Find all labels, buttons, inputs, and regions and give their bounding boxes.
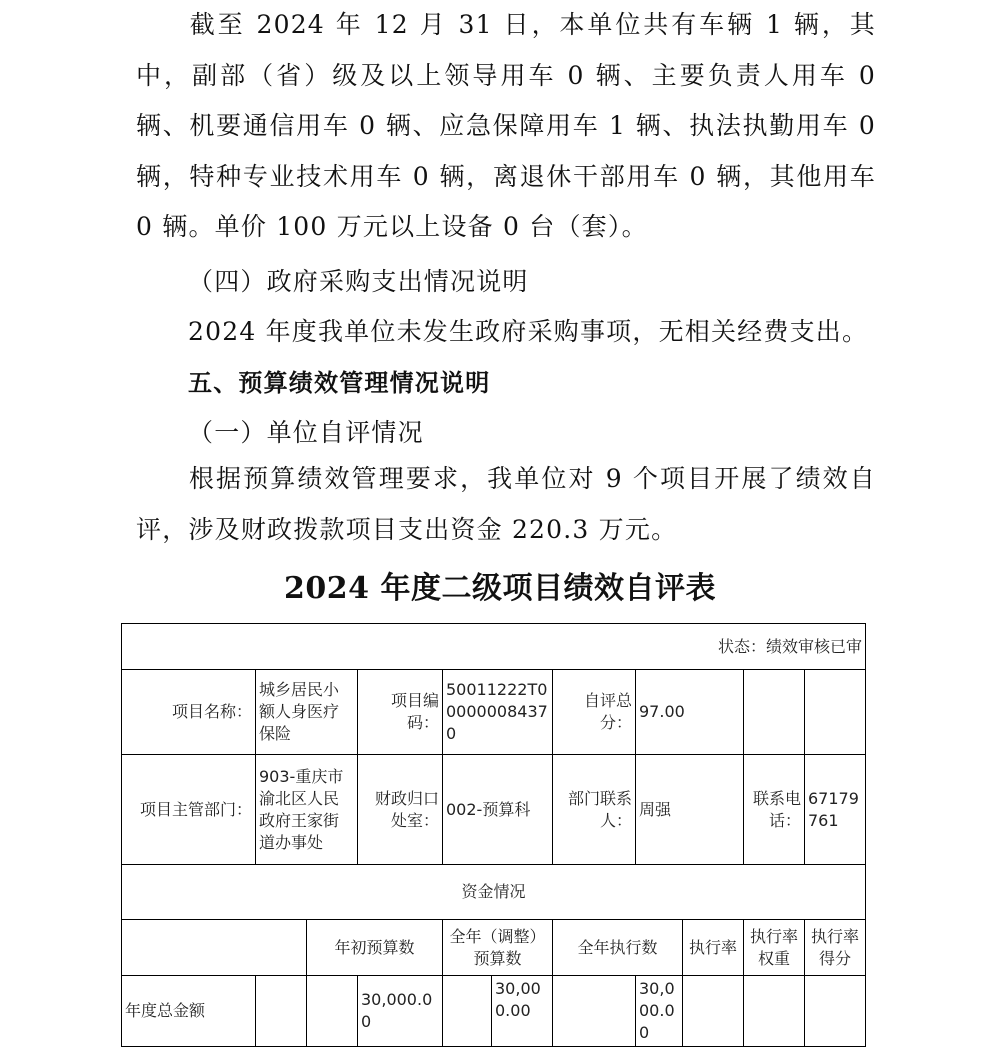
contact-value: 周强 <box>636 755 744 865</box>
empty-cell <box>553 976 636 1047</box>
table-title: 2024 年度二级项目绩效自评表 <box>284 571 716 606</box>
finance-office-value: 002-预算科 <box>443 755 553 865</box>
dept-value: 903-重庆市渝北区人民政府王家街道办事处 <box>256 755 358 865</box>
vehicles-text: 截至 2024 年 12 月 31 日，本单位共有车辆 1 辆，其中，副部（省）级及以上领导用车 0 辆、主要负责人用车 0 辆、机要通信用车 0 辆、应急保障用车 1 辆、执法执勤用车 0 辆，特种专业技术用车 0 辆，离退休干部用车 0 辆，其他用车 0 辆。单价 100 万元以上设备 0 台（套）。 <box>136 10 876 241</box>
empty-cell <box>744 976 805 1047</box>
self-eval-paragraph <box>136 454 876 555</box>
funds-heading-row <box>122 865 866 920</box>
funds-heading: 资金情况 <box>122 865 866 920</box>
phone-value: 67179761 <box>805 755 866 865</box>
empty-cell <box>805 670 866 755</box>
empty-cell <box>683 976 744 1047</box>
funds-header-row <box>122 920 866 976</box>
status-row <box>122 624 866 670</box>
row-total-executed: 30,000.00 <box>636 976 683 1047</box>
procurement-text: 2024 年度我单位未发生政府采购事项，无相关经费支出。 <box>188 317 869 346</box>
department-row <box>122 755 866 865</box>
col-exec-weight: 执行率权重 <box>744 920 805 976</box>
row-total-adjusted: 30,000.00 <box>492 976 553 1047</box>
empty-cell <box>256 976 307 1047</box>
project-info-row <box>122 670 866 755</box>
performance-table <box>121 623 866 1047</box>
vehicles-paragraph <box>136 0 876 253</box>
row-total-initial: 30,000.00 <box>358 976 443 1047</box>
phone-label: 联系电话： <box>744 755 805 865</box>
empty-cell <box>443 976 492 1047</box>
dept-label: 项目主管部门： <box>122 755 256 865</box>
procurement-heading: （四）政府采购支出情况说明 <box>188 267 529 296</box>
col-exec-score: 执行率得分 <box>805 920 866 976</box>
finance-office-label: 财政归口处室： <box>358 755 443 865</box>
col-adjusted-budget: 全年（调整）预算数 <box>443 920 553 976</box>
section5-heading: 五、预算绩效管理情况说明 <box>188 369 491 397</box>
col-exec-rate: 执行率 <box>683 920 744 976</box>
status-cell: 状态：绩效审核已审 <box>122 624 866 670</box>
col-executed: 全年执行数 <box>553 920 683 976</box>
project-code-label: 项目编码： <box>358 670 443 755</box>
score-value: 97.00 <box>636 670 744 755</box>
project-code-value: 50011222T000000084370 <box>443 670 553 755</box>
empty-cell <box>744 670 805 755</box>
empty-cell <box>122 920 307 976</box>
empty-cell <box>805 976 866 1047</box>
score-label: 自评总分： <box>553 670 636 755</box>
row-total-label: 年度总金额 <box>122 976 256 1047</box>
self-eval-text: 根据预算绩效管理要求，我单位对 9 个项目开展了绩效自评，涉及财政拨款项目支出资金 220.3 万元。 <box>136 464 876 544</box>
project-name-value: 城乡居民小额人身医疗保险 <box>256 670 358 755</box>
project-name-label: 项目名称： <box>122 670 256 755</box>
contact-label: 部门联系人： <box>553 755 636 865</box>
self-eval-heading: （一）单位自评情况 <box>188 418 424 447</box>
empty-cell <box>307 976 358 1047</box>
funds-total-row <box>122 976 866 1047</box>
col-initial-budget: 年初预算数 <box>307 920 443 976</box>
